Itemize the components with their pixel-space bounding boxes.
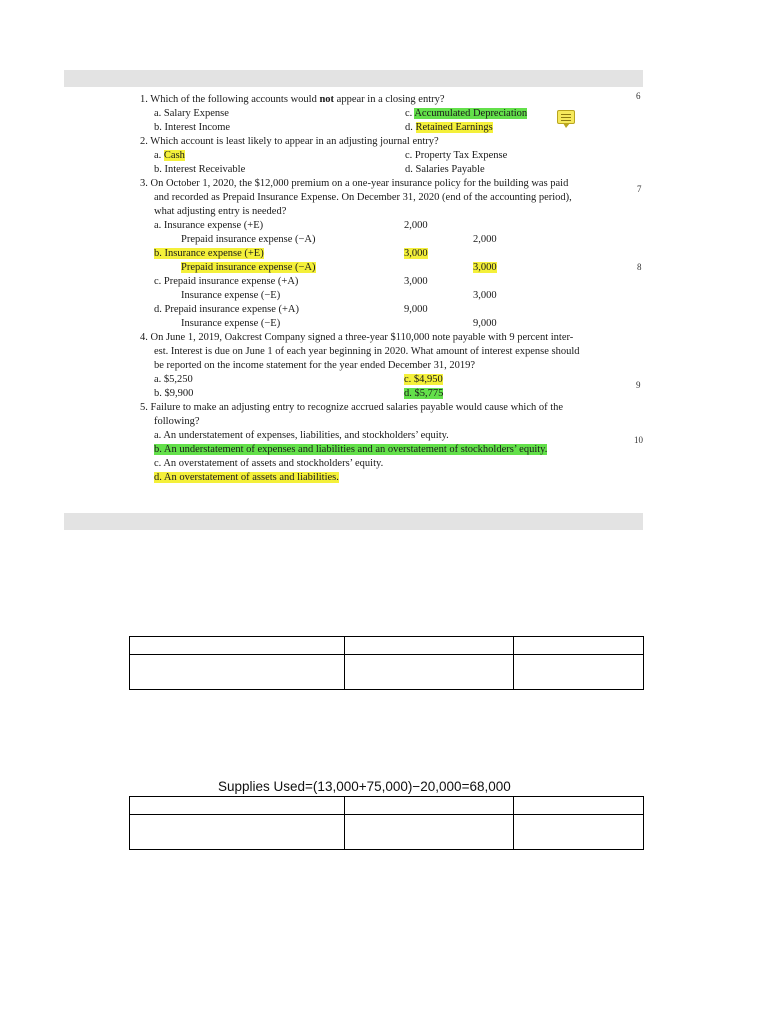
q3-option-a-credit: 2,000 bbox=[473, 234, 497, 245]
q4-option-d: d. $5,775 bbox=[404, 388, 444, 399]
q4-stem-line2: est. Interest is due on June 1 of each year beginning in 2020. What amount of interest expense should bbox=[154, 346, 580, 357]
table-cell[interactable] bbox=[345, 655, 514, 690]
q3-option-b-debit-account: b. Insurance expense (+E) bbox=[154, 248, 264, 259]
table-cell[interactable] bbox=[514, 815, 644, 850]
q3-option-c-debit: 3,000 bbox=[404, 276, 428, 287]
section-bar bbox=[64, 513, 643, 530]
q1-option-c-highlight: Accumulated Depreciation bbox=[414, 108, 528, 119]
page-number: 6 bbox=[636, 91, 641, 101]
table-cell[interactable] bbox=[514, 797, 644, 815]
q3-stem-line2: and recorded as Prepaid Insurance Expense. On December 31, 2020 (end of the accounting period), bbox=[154, 192, 572, 203]
q3-stem-line1: 3. On October 1, 2020, the $12,000 premium on a one-year insurance policy for the building was paid bbox=[140, 178, 569, 189]
q2-option-a-highlight: Cash bbox=[163, 150, 185, 161]
q5-option-c: c. An overstatement of assets and stockholders’ equity. bbox=[154, 458, 384, 469]
q1-stem: 1. Which of the following accounts would not appear in a closing entry? bbox=[140, 94, 445, 105]
q5-option-b: b. An understatement of expenses and liabilities and an overstatement of stockholders’ equity. bbox=[154, 444, 548, 455]
q3-option-c-debit-account: c. Prepaid insurance expense (+A) bbox=[154, 276, 299, 287]
q4-stem-line3: be reported on the income statement for the year ended December 31, 2019? bbox=[154, 360, 475, 371]
q5-option-a: a. An understatement of expenses, liabilities, and stockholders’ equity. bbox=[154, 430, 449, 441]
q1-option-c: c. Accumulated Depreciation bbox=[405, 108, 528, 119]
page-number: 9 bbox=[636, 380, 641, 390]
q3-option-d-debit: 9,000 bbox=[404, 304, 428, 315]
q2-option-b: b. Interest Receivable bbox=[154, 164, 246, 175]
q3-option-d-credit-account: Insurance expense (−E) bbox=[181, 318, 281, 329]
q2-stem: 2. Which account is least likely to appear in an adjusting journal entry? bbox=[140, 136, 439, 147]
comment-note-icon[interactable] bbox=[557, 110, 575, 124]
q1-option-d-highlight: Retained Earnings bbox=[415, 122, 493, 133]
empty-table-2 bbox=[129, 796, 644, 850]
q3-option-b-debit: 3,000 bbox=[404, 248, 428, 259]
q3-option-a-credit-account: Prepaid insurance expense (−A) bbox=[181, 234, 316, 245]
header-bar bbox=[64, 70, 643, 87]
table-cell[interactable] bbox=[345, 797, 514, 815]
q4-option-c: c. $4,950 bbox=[404, 374, 443, 385]
q5-stem-line1: 5. Failure to make an adjusting entry to recognize accrued salaries payable would cause which of the bbox=[140, 402, 564, 413]
q5-stem-line2: following? bbox=[154, 416, 200, 427]
q1-option-a: a. Salary Expense bbox=[154, 108, 229, 119]
empty-table-1 bbox=[129, 636, 644, 690]
q3-option-a-debit-account: a. Insurance expense (+E) bbox=[154, 220, 264, 231]
q3-option-c-credit-account: Insurance expense (−E) bbox=[181, 290, 281, 301]
table-cell[interactable] bbox=[130, 655, 345, 690]
supplies-used-formula: Supplies Used=(13,000+75,000)−20,000=68,000 bbox=[218, 779, 511, 794]
page-number: 8 bbox=[637, 262, 642, 272]
q2-option-c: c. Property Tax Expense bbox=[405, 150, 508, 161]
q5-option-d: d. An overstatement of assets and liabilities. bbox=[154, 472, 339, 483]
q3-option-d-debit-account: d. Prepaid insurance expense (+A) bbox=[154, 304, 299, 315]
table-cell[interactable] bbox=[130, 637, 345, 655]
q1-option-b: b. Interest Income bbox=[154, 122, 231, 133]
q4-option-b: b. $9,900 bbox=[154, 388, 194, 399]
page-number: 7 bbox=[637, 184, 642, 194]
table-cell[interactable] bbox=[345, 815, 514, 850]
q3-option-b-credit: 3,000 bbox=[473, 262, 497, 273]
table-cell[interactable] bbox=[514, 655, 644, 690]
q3-option-b-credit-account: Prepaid insurance expense (−A) bbox=[181, 262, 316, 273]
q1-option-d: d. Retained Earnings bbox=[405, 122, 493, 133]
q3-option-c-credit: 3,000 bbox=[473, 290, 497, 301]
q4-option-a: a. $5,250 bbox=[154, 374, 193, 385]
q3-option-a-debit: 2,000 bbox=[404, 220, 428, 231]
q2-option-d: d. Salaries Payable bbox=[405, 164, 485, 175]
table-cell[interactable] bbox=[345, 637, 514, 655]
q3-option-d-credit: 9,000 bbox=[473, 318, 497, 329]
q4-stem-line1: 4. On June 1, 2019, Oakcrest Company signed a three-year $110,000 note payable with 9 percent inter- bbox=[140, 332, 574, 343]
table-cell[interactable] bbox=[514, 637, 644, 655]
q2-option-a: a. Cash bbox=[154, 150, 185, 161]
page-number: 10 bbox=[634, 435, 643, 445]
q3-stem-line3: what adjusting entry is needed? bbox=[154, 206, 287, 217]
table-cell[interactable] bbox=[130, 815, 345, 850]
table-cell[interactable] bbox=[130, 797, 345, 815]
